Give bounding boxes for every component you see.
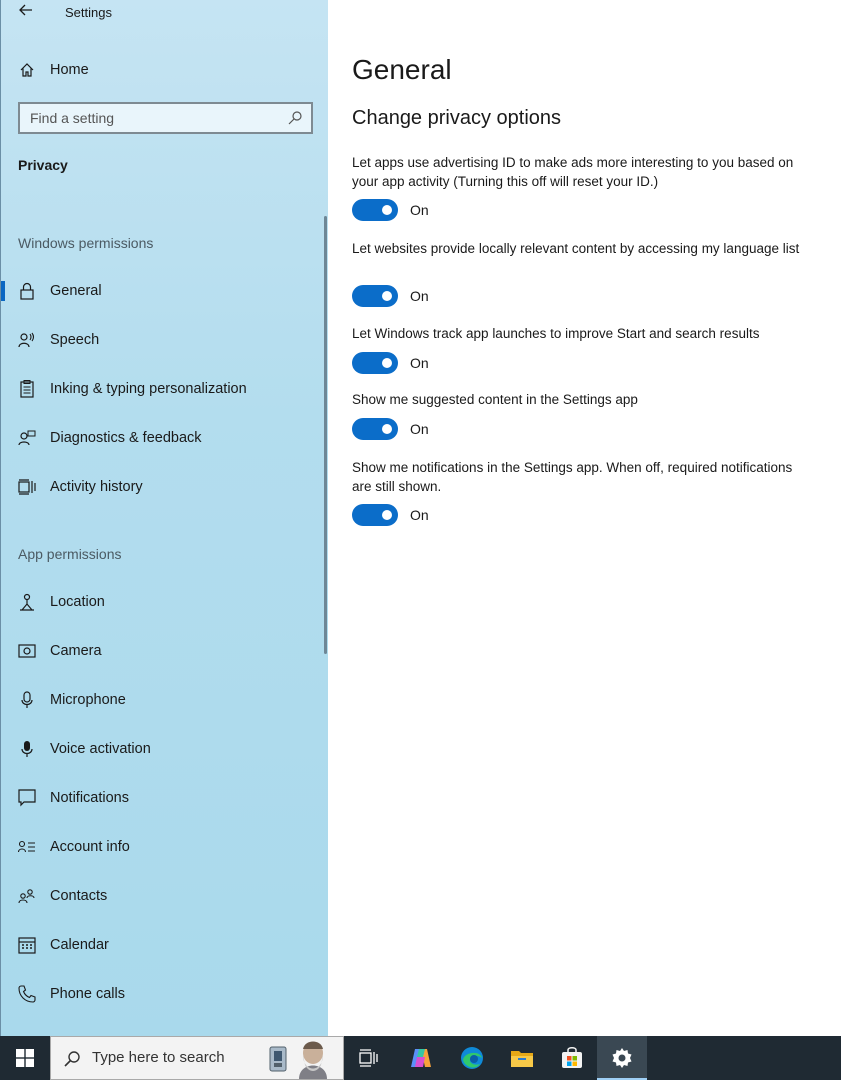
sidebar-item-speech[interactable] — [1, 320, 328, 360]
start-button[interactable] — [0, 1036, 50, 1080]
sidebar-item-label: Microphone — [50, 692, 126, 708]
edge-button[interactable] — [447, 1036, 497, 1080]
sidebar-item-label: Location — [50, 594, 105, 610]
sidebar-item-calendar[interactable] — [1, 925, 328, 965]
sidebar-item-label: Calendar — [50, 937, 109, 953]
title-bar — [1, 0, 328, 26]
option-language-list-toggle-row[interactable] — [352, 285, 429, 307]
toggle-state-label: On — [410, 288, 429, 304]
back-arrow-icon — [19, 4, 33, 16]
location-person-icon — [18, 593, 36, 611]
option-settings-notifications-toggle-row[interactable] — [352, 504, 429, 526]
sidebar-item-label: Activity history — [50, 479, 143, 495]
sidebar-item-diagnostics-feedback[interactable] — [1, 418, 328, 458]
sidebar-item-inking-typing[interactable] — [1, 369, 328, 409]
windows-permissions-header: Windows permissions — [18, 235, 154, 251]
search-input[interactable] — [20, 104, 270, 132]
taskbar-search-placeholder: Type here to search — [92, 1049, 225, 1066]
page-title: General — [352, 54, 452, 85]
store-icon — [560, 1046, 584, 1070]
sidebar-item-label: Camera — [50, 643, 102, 659]
toggle-state-label: On — [410, 421, 429, 437]
option-advertising-id-toggle-row[interactable] — [352, 199, 429, 221]
search-highlight-icon — [269, 1039, 333, 1079]
option-settings-notifications-description: Show me notifications in the Settings app. When off, required notifications are still shown. — [352, 460, 793, 494]
copilot-icon — [409, 1047, 433, 1069]
app-launches-toggle[interactable] — [352, 352, 398, 374]
store-button[interactable] — [547, 1036, 597, 1080]
advertising-id-toggle[interactable] — [352, 199, 398, 221]
sidebar-item-home[interactable] — [1, 50, 328, 90]
sidebar-item-label: Phone calls — [50, 986, 125, 1002]
feedback-person-icon — [18, 429, 36, 447]
sidebar-item-label: Account info — [50, 839, 130, 855]
voice-mic-icon — [18, 740, 36, 758]
sidebar-item-label: Diagnostics & feedback — [50, 430, 202, 446]
speech-icon — [18, 331, 36, 349]
toggle-state-label: On — [410, 355, 429, 371]
speech-bubble-icon — [18, 789, 36, 807]
search-icon[interactable] — [287, 110, 303, 126]
settings-notifications-toggle[interactable] — [352, 504, 398, 526]
sidebar-item-label: Home — [50, 62, 89, 78]
microphone-icon — [18, 691, 36, 709]
sidebar-item-account-info[interactable] — [1, 827, 328, 867]
task-view-button[interactable] — [344, 1036, 394, 1080]
sidebar-item-microphone[interactable] — [1, 680, 328, 720]
option-suggested-content-description: Show me suggested content in the Settings app — [352, 392, 638, 407]
option-app-launches-toggle-row[interactable] — [352, 352, 429, 374]
calendar-icon — [18, 936, 36, 954]
lock-icon — [18, 282, 36, 300]
back-button[interactable] — [11, 1, 41, 23]
sidebar-item-voice-activation[interactable] — [1, 729, 328, 769]
account-info-icon — [18, 838, 36, 856]
option-app-launches-description: Let Windows track app launches to improve Start and search results — [352, 326, 760, 341]
sidebar-item-label: Notifications — [50, 790, 129, 806]
search-icon — [63, 1050, 81, 1068]
camera-icon — [18, 642, 36, 660]
edge-icon — [460, 1046, 484, 1070]
timeline-icon — [18, 478, 36, 496]
sidebar-item-location[interactable] — [1, 582, 328, 622]
file-explorer-icon — [510, 1048, 534, 1068]
option-language-list-description: Let websites provide locally relevant content by accessing my language list — [352, 241, 800, 256]
sidebar-item-label: General — [50, 283, 102, 299]
sidebar-item-label: Contacts — [50, 888, 108, 904]
app-permissions-header: App permissions — [18, 546, 122, 562]
sidebar-item-label: Speech — [50, 332, 100, 348]
copilot-button[interactable] — [396, 1036, 446, 1080]
taskbar-search-box[interactable] — [50, 1036, 344, 1080]
home-icon — [18, 61, 36, 79]
toggle-state-label: On — [410, 507, 429, 523]
settings-icon — [611, 1047, 633, 1069]
sidebar-item-phone-calls[interactable] — [1, 974, 328, 1014]
phone-icon — [18, 985, 36, 1003]
option-suggested-content-toggle-row[interactable] — [352, 418, 429, 440]
section-title: Change privacy options — [352, 107, 562, 129]
sidebar-item-camera[interactable] — [1, 631, 328, 671]
window-title: Settings — [65, 5, 112, 20]
option-advertising-id-description: Let apps use advertising ID to make ads more interesting to you based on your app activity (Turning this off will reset your ID.) — [352, 155, 794, 189]
sidebar-item-general[interactable] — [1, 271, 328, 311]
toggle-state-label: On — [410, 202, 429, 218]
find-setting-search-box[interactable] — [18, 102, 313, 134]
task-view-icon — [359, 1049, 379, 1067]
sidebar-item-label: Inking & typing personalization — [50, 381, 247, 397]
taskbar — [0, 1036, 841, 1080]
clipboard-icon — [18, 380, 36, 398]
settings-taskbar-button[interactable] — [597, 1036, 647, 1080]
contacts-icon — [18, 887, 36, 905]
suggested-content-toggle[interactable] — [352, 418, 398, 440]
sidebar-item-notifications[interactable] — [1, 778, 328, 818]
sidebar-item-label: Voice activation — [50, 741, 151, 757]
sidebar-item-activity-history[interactable] — [1, 467, 328, 507]
sidebar-item-contacts[interactable] — [1, 876, 328, 916]
windows-logo-icon — [16, 1049, 34, 1067]
language-list-toggle[interactable] — [352, 285, 398, 307]
settings-content — [328, 0, 841, 1036]
sidebar-scrollbar[interactable] — [324, 216, 327, 654]
file-explorer-button[interactable] — [497, 1036, 547, 1080]
section-title-privacy: Privacy — [18, 157, 68, 173]
settings-sidebar — [0, 0, 328, 1036]
